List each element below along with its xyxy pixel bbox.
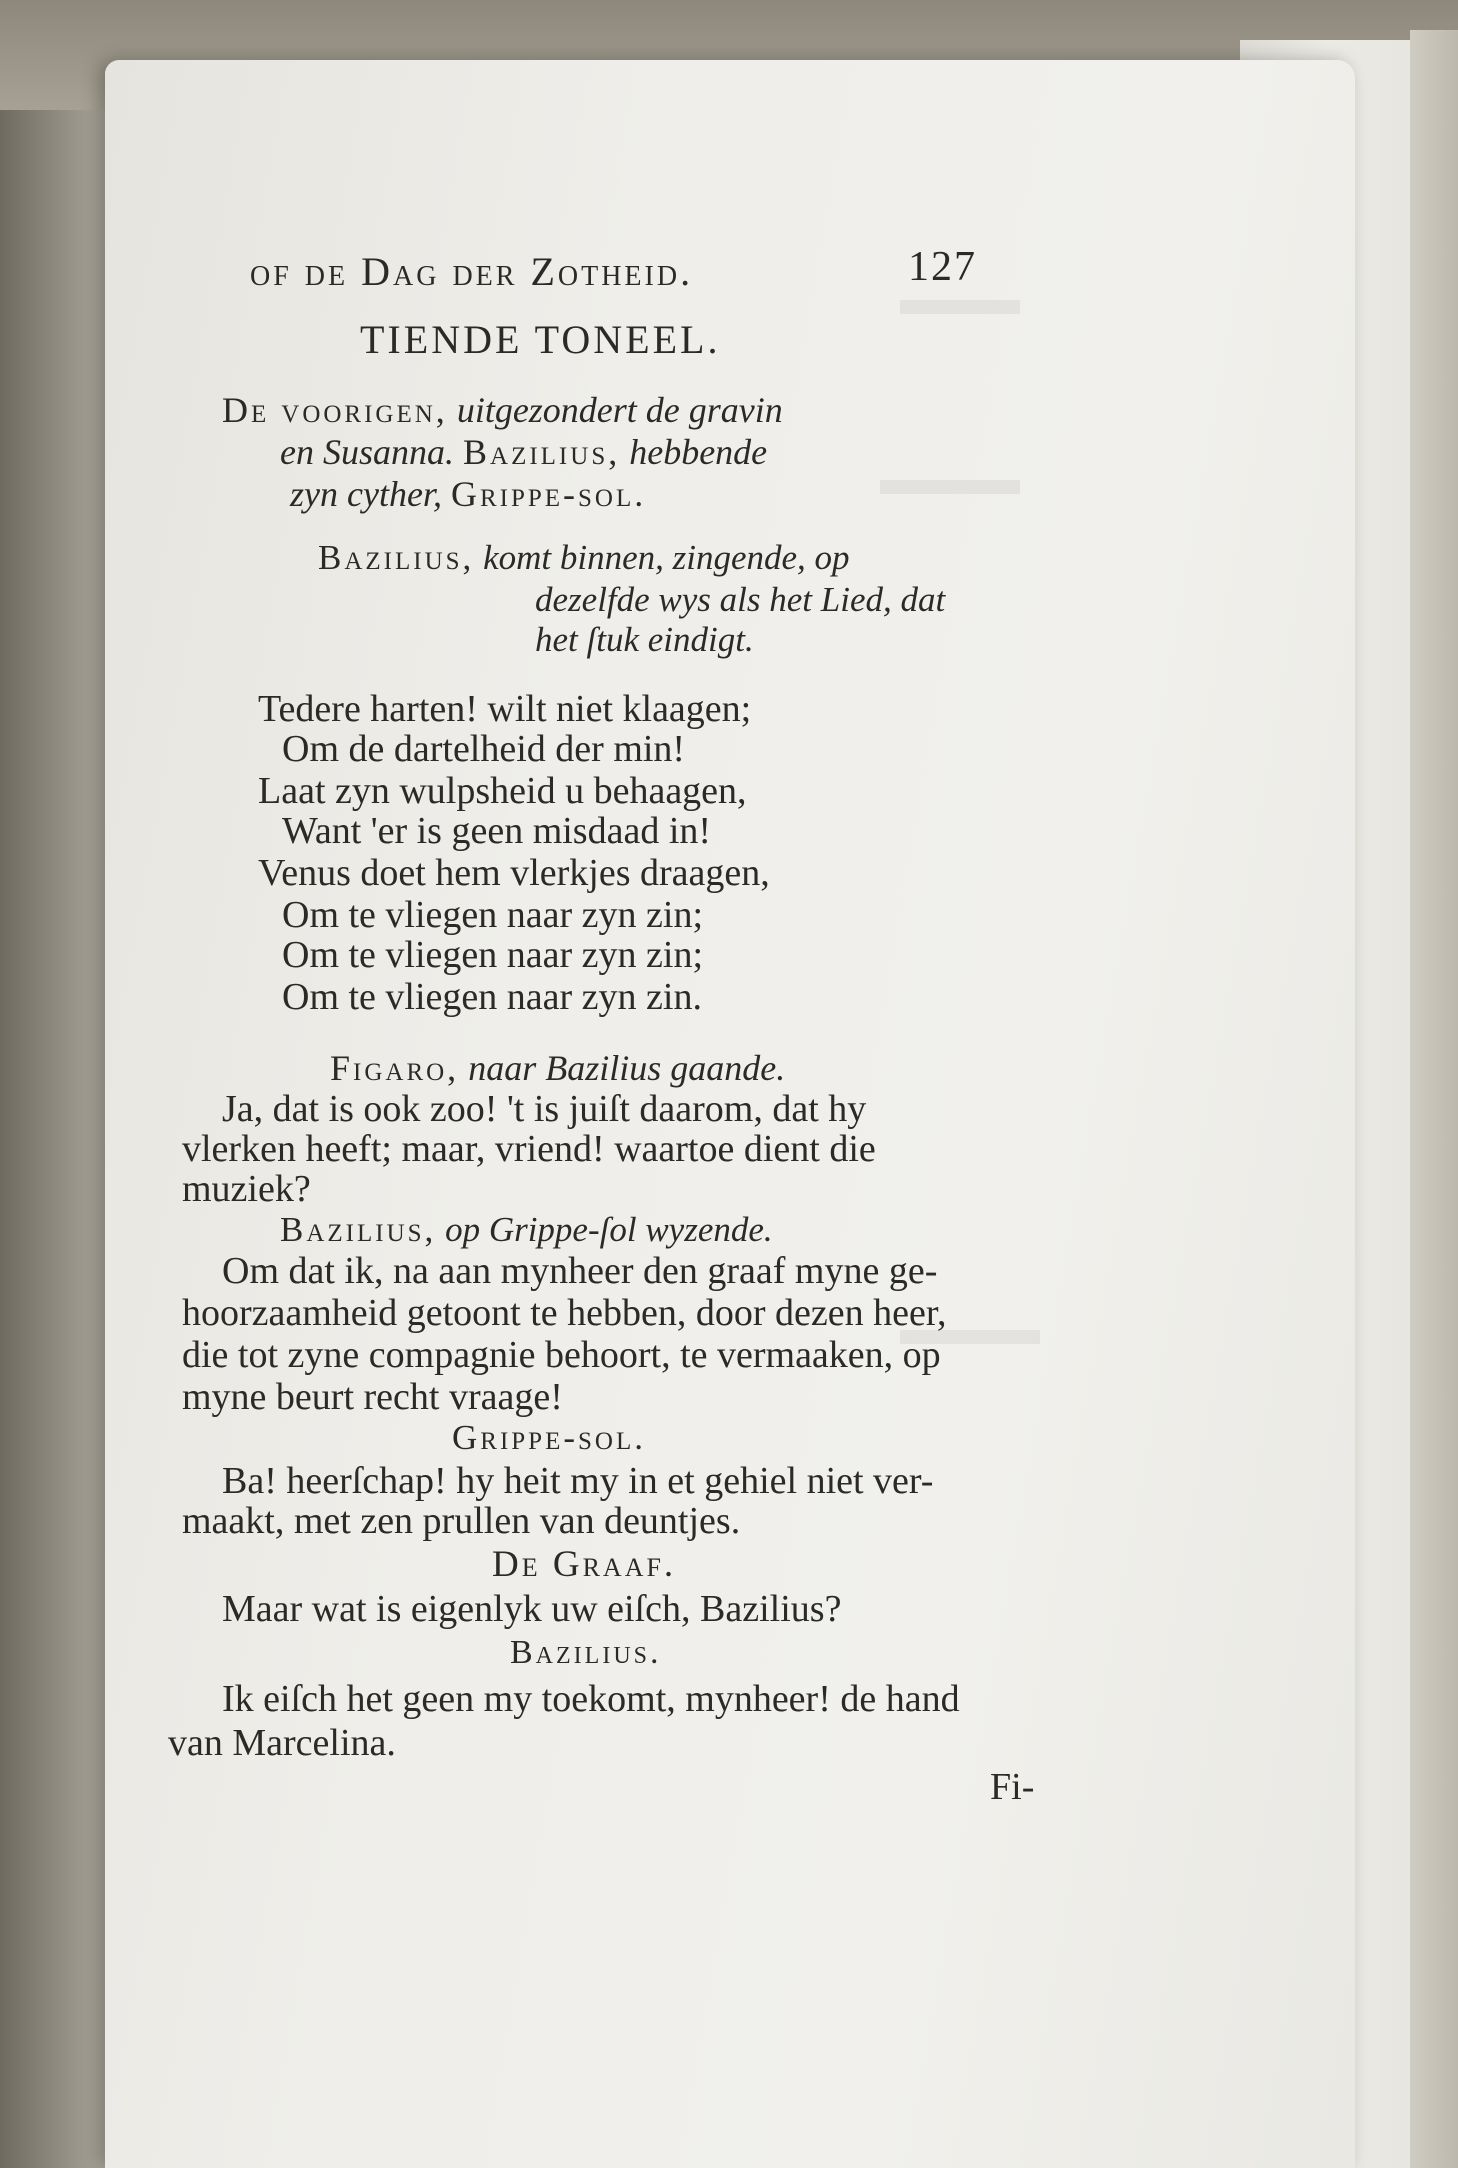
catchword: Fi- xyxy=(990,1766,1035,1808)
dialogue-line: Ba! heerſchap! hy heit my in et gehiel niet ver- xyxy=(222,1460,934,1502)
bleed-through-mark xyxy=(880,480,1020,494)
stage-direction-characters: Grippe-sol. xyxy=(450,474,647,514)
song-line: Venus doet hem vlerkjes draagen, xyxy=(258,852,770,894)
bazilius-entrance-line-3: het ſtuk eindigt. xyxy=(535,620,754,659)
book-edge xyxy=(1410,30,1458,2168)
song-line: Om te vliegen naar zyn zin; xyxy=(282,894,704,936)
stage-direction-text: zyn cyther, xyxy=(290,474,442,514)
scene-title: TIENDE TONEEL. xyxy=(360,317,721,362)
dialogue-line: vlerken heeft; maar, vriend! waartoe dient die xyxy=(182,1128,876,1170)
bazilius-heading xyxy=(280,1212,773,1247)
dialogue-line: Ik eiſch het geen my toekomt, mynheer! de hand xyxy=(222,1678,960,1720)
bleed-through-mark xyxy=(900,300,1020,314)
song-line: Want 'er is geen misdaad in! xyxy=(282,810,712,852)
dialogue-line: Maar wat is eigenlyk uw eiſch, Bazilius? xyxy=(222,1588,842,1630)
song-line: Om de dartelheid der min! xyxy=(282,728,686,770)
speaker-name: Bazilius. xyxy=(510,1634,662,1671)
stage-direction-text: komt binnen, zingende, op xyxy=(483,538,850,577)
stage-direction-text: naar Bazilius gaande. xyxy=(468,1048,786,1088)
figaro-heading xyxy=(330,1050,785,1086)
speaker-name: Bazilius, xyxy=(318,538,475,577)
bazilius-entrance-line-2: dezelfde wys als het Lied, dat xyxy=(535,580,946,619)
stage-direction-text: hebbende xyxy=(629,432,768,472)
dialogue-line: van Marcelina. xyxy=(168,1722,396,1764)
stage-direction-line-2 xyxy=(280,434,767,470)
speaker-name: Grippe-sol. xyxy=(452,1418,646,1457)
song-line: Om te vliegen naar zyn zin. xyxy=(282,976,702,1018)
dialogue-line: Ja, dat is ook zoo! 't is juiſt daarom, dat hy xyxy=(222,1088,867,1130)
stage-direction-text: en Susanna. xyxy=(280,432,454,472)
song-line: Tedere harten! wilt niet klaagen; xyxy=(258,688,752,730)
dialogue-line: muziek? xyxy=(182,1168,311,1210)
dialogue-line: hoorzaamheid getoont te hebben, door dezen heer, xyxy=(182,1292,947,1334)
speaker-name: Figaro, xyxy=(330,1048,460,1088)
dialogue-line: Om dat ik, na aan mynheer den graaf myne ge- xyxy=(222,1250,938,1292)
running-title: of de Dag der Zotheid. xyxy=(250,249,694,294)
stage-direction-text: uitgezondert de gravin xyxy=(456,390,783,430)
speaker-name: De Graaf. xyxy=(492,1544,677,1585)
stage-direction-characters: Bazilius, xyxy=(463,432,621,472)
song-line: Laat zyn wulpsheid u behaagen, xyxy=(258,770,747,812)
dialogue-line: myne beurt recht vraage! xyxy=(182,1376,563,1418)
stage-direction-text: op Grippe-ſol wyzende. xyxy=(445,1210,773,1249)
bazilius-entrance-line-1 xyxy=(318,540,850,575)
song-line: Om te vliegen naar zyn zin; xyxy=(282,934,704,976)
speaker-name: Bazilius, xyxy=(280,1210,437,1249)
page-number: 127 xyxy=(908,244,977,290)
dialogue-line: die tot zyne compagnie behoort, te vermaaken, op xyxy=(182,1334,941,1376)
stage-direction-line-1 xyxy=(222,392,783,428)
stage-direction-characters: De voorigen, xyxy=(222,390,448,430)
stage-direction-line-3 xyxy=(290,476,646,512)
dialogue-line: maakt, met zen prullen van deuntjes. xyxy=(182,1500,741,1542)
